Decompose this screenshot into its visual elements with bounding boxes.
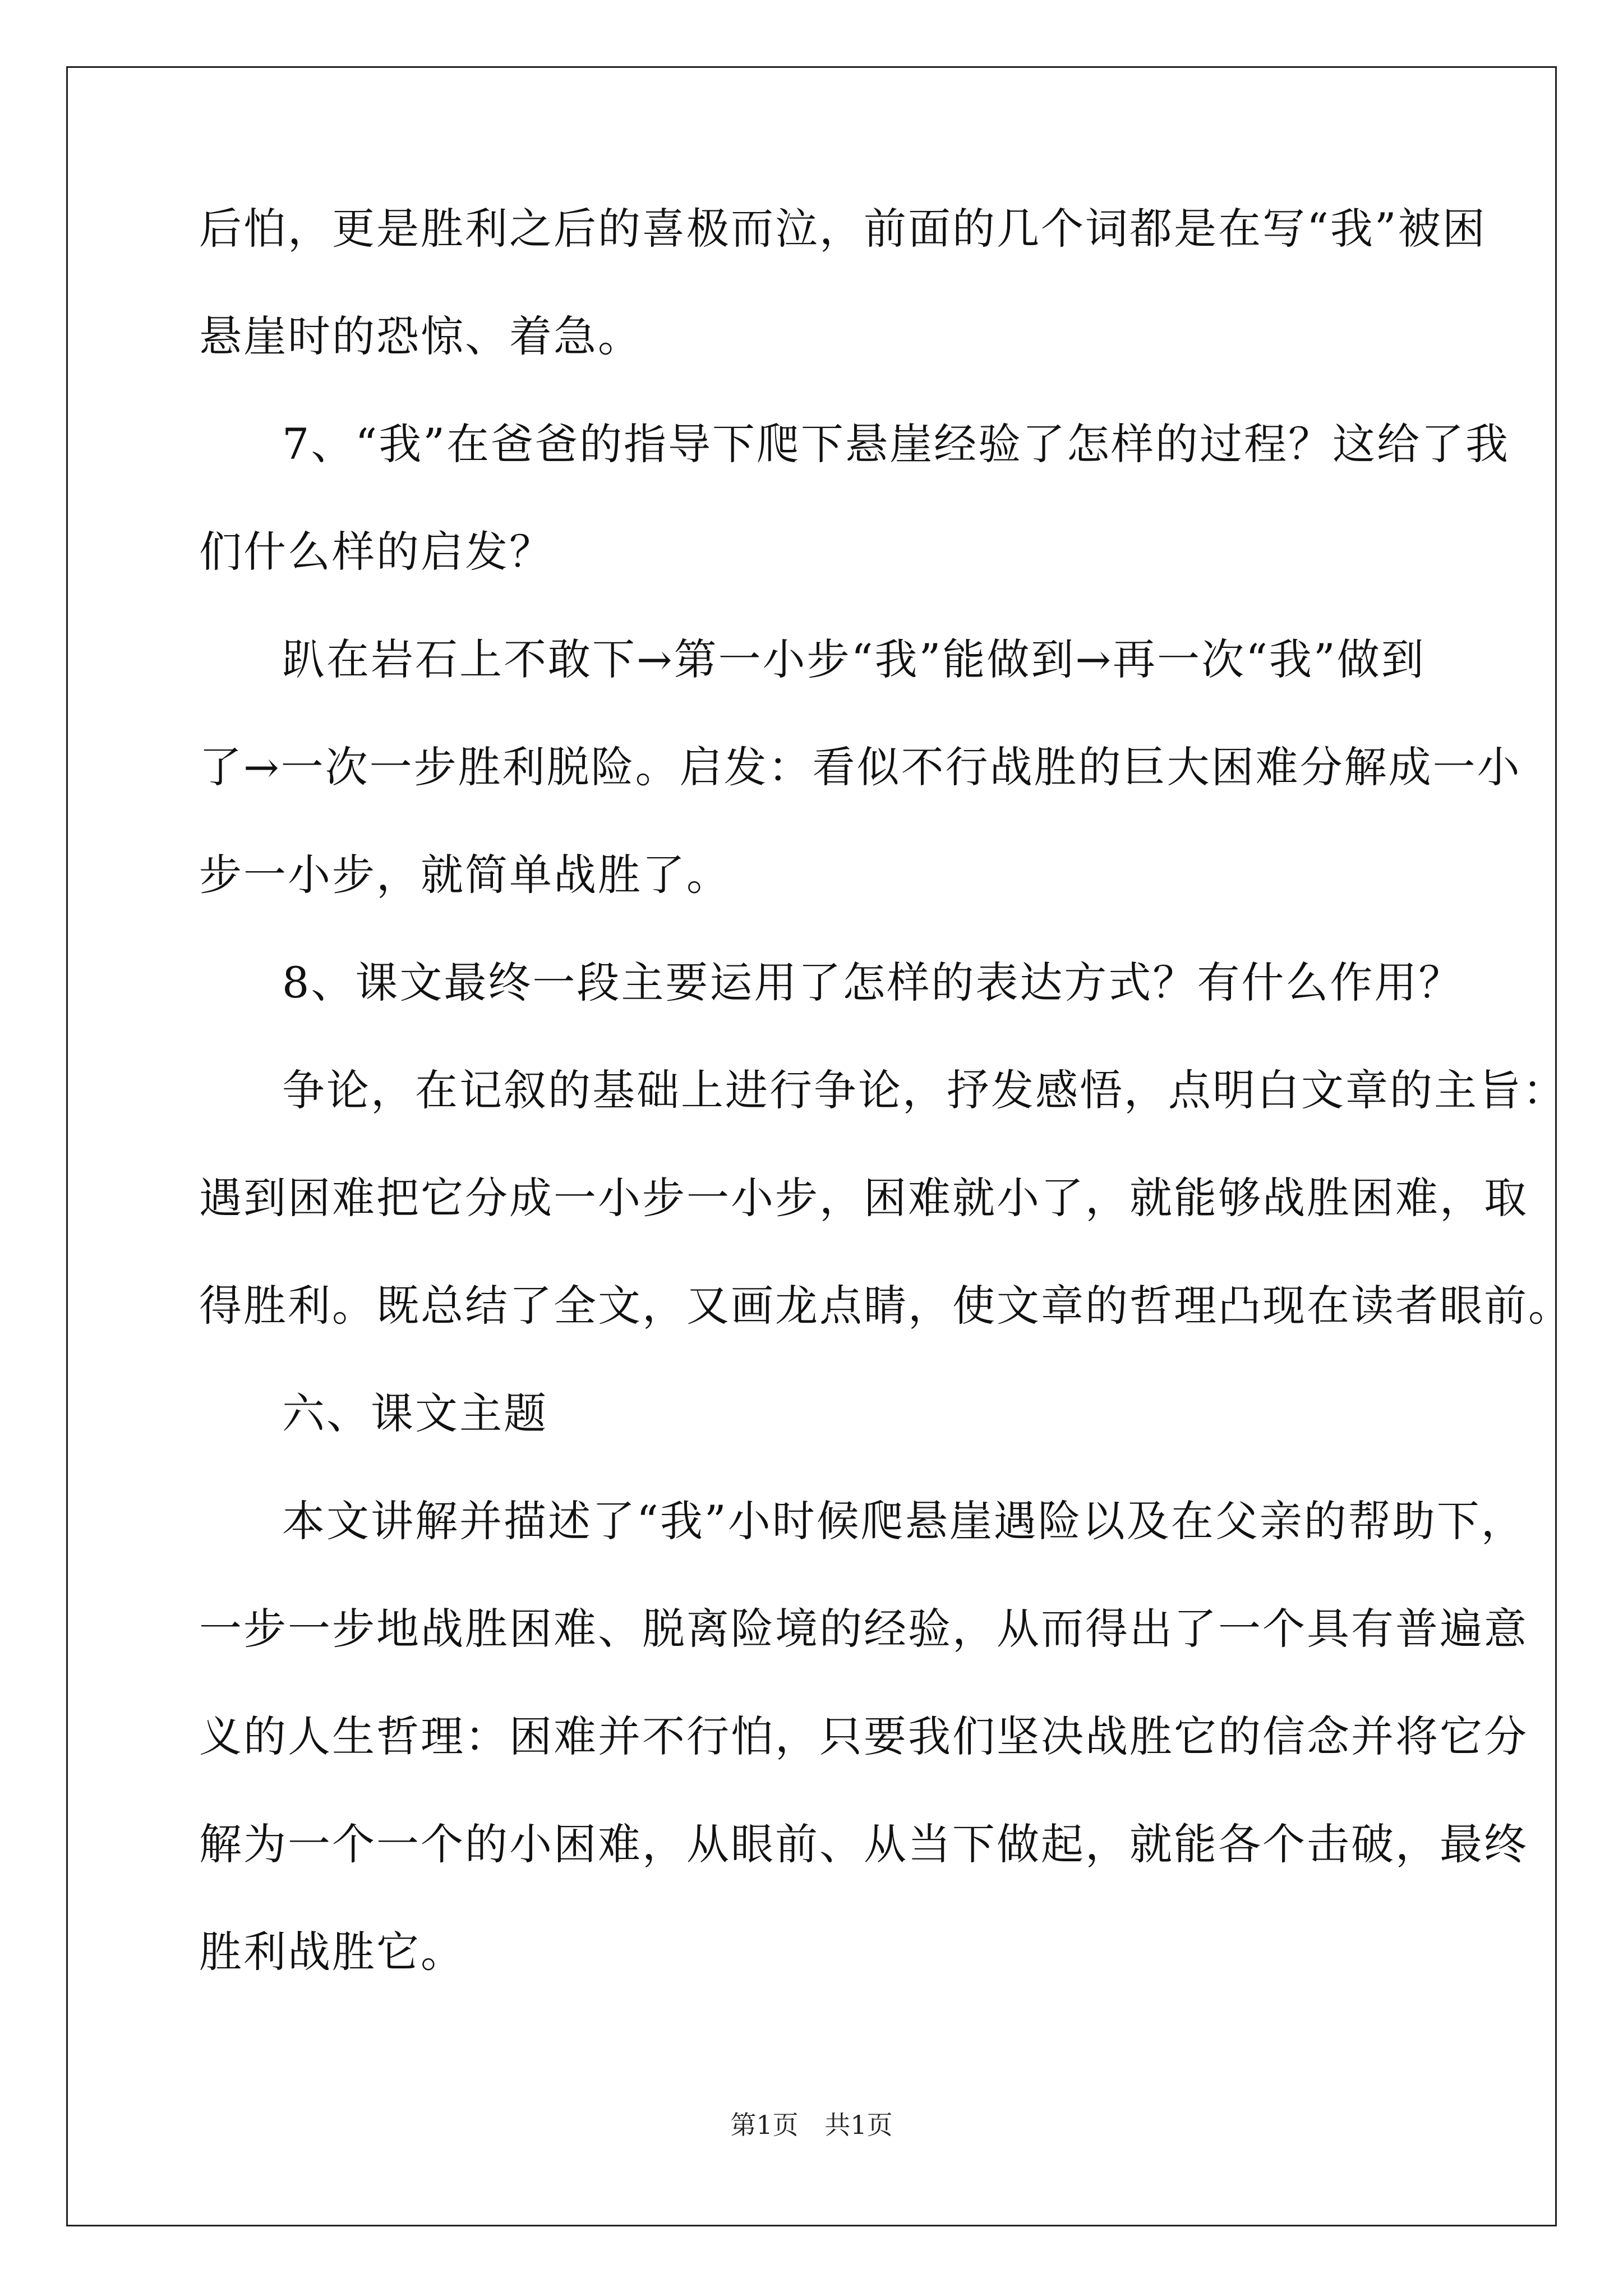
answer-7: 趴在岩石上不敢下→第一小步“我”能做到→再一次“我”做到 — [282, 634, 1426, 684]
text-line: 一步一步地战胜困难、脱离险境的经验，从而得出了一个具有普遍意 — [199, 1604, 1528, 1654]
text-line: 胜利战胜它。 — [199, 1927, 465, 1977]
text-line: 得胜利。既总结了全文，又画龙点睛，使文章的哲理凸现在读者眼前。 — [199, 1281, 1573, 1331]
text-line: 遇到困难把它分成一小步一小步，困难就小了，就能够战胜困难，取 — [199, 1173, 1528, 1223]
text-line: 后怕，更是胜利之后的喜极而泣，前面的几个词都是在写“我”被困 — [199, 204, 1487, 254]
document-body — [199, 202, 1573, 1979]
page-number: 第1页 — [730, 2110, 799, 2140]
question-8: 8、课文最终一段主要运用了怎样的表达方式？有什么作用？ — [282, 958, 1463, 1007]
text-line: 悬崖时的恐惊、着急。 — [199, 311, 642, 361]
text-line: 解为一个一个的小困难，从眼前、从当下做起，就能各个击破，最终 — [199, 1819, 1528, 1869]
question-7: 7、“我”在爸爸的指导下爬下悬崖经验了怎样的过程？这给了我 — [282, 419, 1510, 469]
section-heading: 六、课文主题 — [282, 1388, 548, 1438]
page-footer — [0, 2105, 1623, 2142]
theme-paragraph: 本文讲解并描述了“我”小时候爬悬崖遇险以及在父亲的帮助下， — [282, 1496, 1525, 1546]
text-line: 了→一次一步胜利脱险。启发：看似不行战胜的巨大困难分解成一小 — [199, 742, 1521, 792]
answer-8: 争论，在记叙的基础上进行争论，抒发感悟，点明白文章的主旨： — [282, 1065, 1567, 1115]
page-total: 共1页 — [824, 2110, 893, 2140]
text-line: 步一小步，就简单战胜了。 — [199, 850, 731, 900]
text-line: 们什么样的启发？ — [199, 527, 554, 577]
text-line: 义的人生哲理：困难并不行怕，只要我们坚决战胜它的信念并将它分 — [199, 1711, 1528, 1761]
